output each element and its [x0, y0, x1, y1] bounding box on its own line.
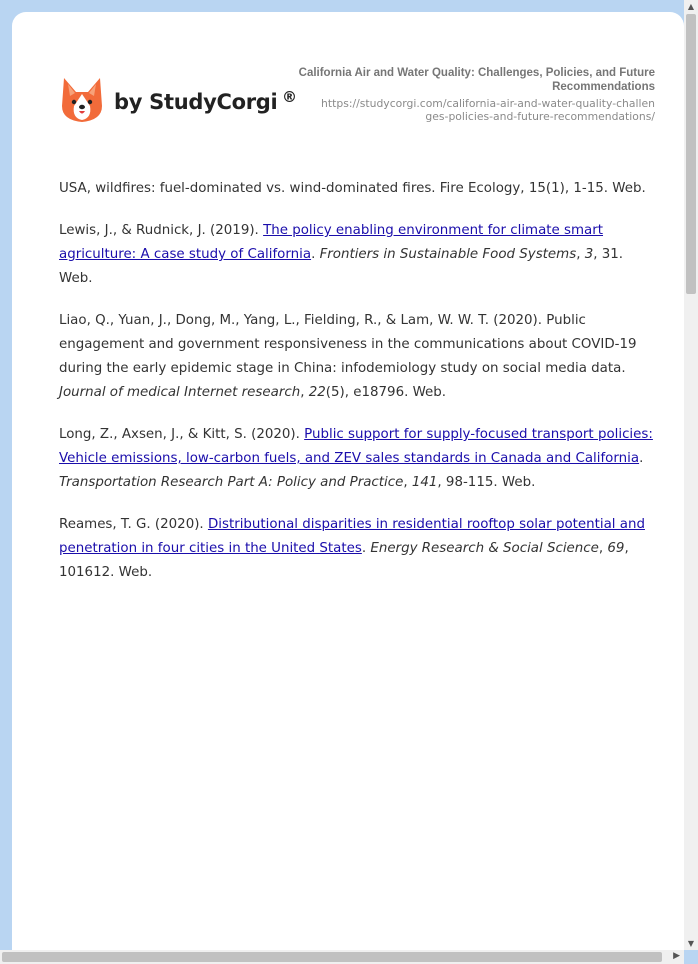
reference-journal: Frontiers in Sustainable Food Systems	[319, 247, 577, 262]
reference-volume: 141	[411, 475, 438, 490]
reference-link[interactable]: The policy enabling environment for climate smart agriculture: A case study of California	[59, 223, 604, 262]
reference-volume: 22	[308, 385, 326, 400]
reference-text: USA, wildfires: fuel-dominated vs. wind-dominated fires. Fire Ecology, 15(1), 1-15. Web.	[59, 181, 646, 196]
reference-journal: Transportation Research Part A: Policy and Practice	[59, 475, 404, 490]
reference-pages: , 98-115. Web.	[437, 475, 536, 490]
scroll-up-icon[interactable]: ▲	[687, 2, 695, 11]
reference-item	[59, 177, 659, 201]
reference-pages: (5), e18796. Web.	[325, 385, 447, 400]
reference-authors: Reames, T. G. (2020).	[59, 517, 208, 532]
document-page	[12, 12, 684, 958]
reference-link[interactable]: Distributional disparities in residential rooftop solar potential and penetration in four cities in the United States	[59, 517, 645, 556]
reference-journal: Energy Research & Social Science	[370, 541, 599, 556]
horizontal-scrollbar[interactable]	[0, 950, 684, 964]
scroll-right-icon[interactable]: ▶	[673, 951, 680, 961]
reference-item: Lewis, J., & Rudnick, J. (2019). The policy enabling environment for climate smart agriculture: A case study of California. Frontiers in Sustainable Food Systems, 3, 31. Web.	[59, 223, 624, 286]
reference-authors: Lewis, J., & Rudnick, J. (2019).	[59, 223, 264, 238]
vertical-scrollbar[interactable]	[684, 0, 698, 950]
reference-separator: .	[361, 541, 371, 556]
reference-volume: 69	[607, 541, 625, 556]
reference-item: Liao, Q., Yuan, J., Dong, M., Yang, L., Fielding, R., & Lam, W. W. T. (2020). Public engagement and government responsiveness in the communications about COVID-19 during the early epidemic stage in China: infodemiology study on social media data. Journal of medical Internet research, 22(5), e18796. Web.	[59, 313, 637, 400]
document-title: California Air and Water Quality: Challenges, Policies, and Future Recommendations	[298, 67, 655, 93]
reference-volume: 3	[584, 247, 594, 262]
reference-list	[59, 177, 659, 603]
reference-link[interactable]: Public support for supply-focused transport policies: Vehicle emissions, low-carbon fuels, and ZEV sales standards in Canada and California	[59, 427, 653, 466]
brand-name: by StudyCorgi	[114, 90, 278, 114]
reference-item: Reames, T. G. (2020). Distributional disparities in residential rooftop solar potential and penetration in four cities in the United States. Energy Research & Social Science, 69, 101612. Web.	[59, 517, 645, 580]
scroll-down-icon[interactable]: ▼	[687, 939, 695, 948]
reference-pages: , 31. Web.	[59, 247, 624, 286]
reference-item: Long, Z., Axsen, J., & Kitt, S. (2020). Public support for supply-focused transport policies: Vehicle emissions, low-carbon fuels, and ZEV sales standards in Canada and California. Transportation Research Part A: Policy and Practice, 141, 98-115. Web.	[59, 427, 653, 490]
horizontal-scroll-thumb[interactable]	[2, 952, 662, 962]
studycorgi-logo[interactable]	[60, 76, 320, 136]
document-url[interactable]: https://studycorgi.com/california-air-and-water-quality-challenges-policies-and-future-recommendations/	[321, 97, 655, 123]
reference-journal: Journal of medical Internet research	[59, 385, 301, 400]
reference-separator: .	[311, 247, 320, 262]
reference-pages: , 101612. Web.	[59, 541, 629, 580]
reference-authors: Liao, Q., Yuan, J., Dong, M., Yang, L., Fielding, R., & Lam, W. W. T. (2020). Public engagement and government responsiveness in the communications about COVID-19 during the early epidemic stage in China: infodemiology study on social media data.	[59, 313, 637, 376]
registered-mark: ®	[282, 88, 297, 106]
reference-separator: .	[639, 451, 644, 466]
vertical-scroll-thumb[interactable]	[686, 14, 696, 294]
reference-authors: Long, Z., Axsen, J., & Kitt, S. (2020).	[59, 427, 305, 442]
corgi-icon	[60, 76, 104, 124]
